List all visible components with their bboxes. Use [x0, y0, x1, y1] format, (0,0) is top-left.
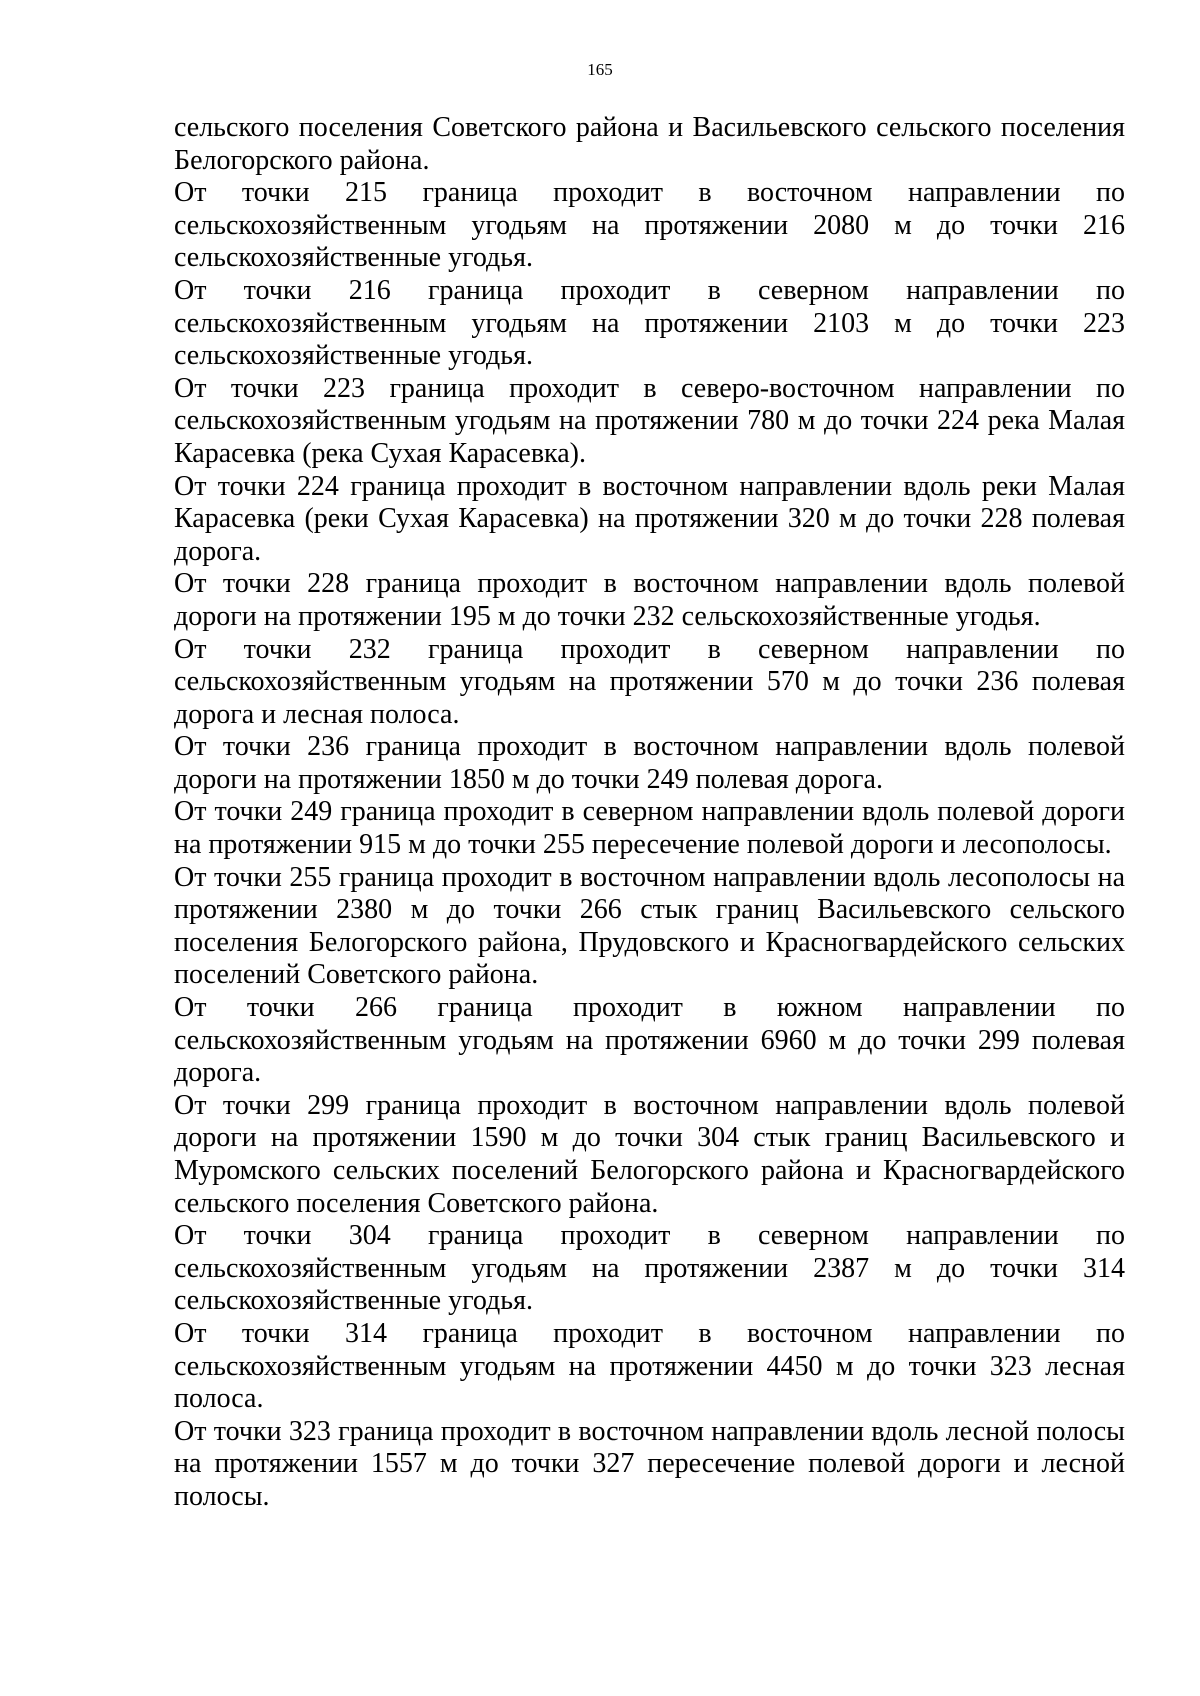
paragraph: От точки 236 граница проходит в восточном направлении вдоль полевой дороги на протяжении 1850 м до точки 249 полевая дорога. — [174, 731, 1125, 795]
paragraph: От точки 228 граница проходит в восточном направлении вдоль полевой дороги на протяжении 195 м до точки 232 сельскохозяйственные угодья. — [174, 568, 1125, 632]
paragraph: сельского поселения Советского района и Васильевского сельского поселения Белогорского района. — [174, 112, 1125, 176]
paragraph: От точки 215 граница проходит в восточном направлении по сельскохозяйственным угодьям на протяжении 2080 м до точки 216 сельскохозяйственные угодья. — [174, 177, 1125, 274]
paragraph: От точки 255 граница проходит в восточном направлении вдоль лесополосы на протяжении 2380 м до точки 266 стык границ Васильевского сельского поселения Белогорского района, Прудовского и Красногвардейского сельских поселений Советского района. — [174, 861, 1125, 991]
page-number: 165 — [587, 60, 613, 79]
paragraph: От точки 223 граница проходит в северо-восточном направлении по сельскохозяйственным угодьям на протяжении 780 м до точки 224 река Малая Карасевка (река Сухая Карасевка). — [174, 372, 1125, 469]
paragraph: От точки 249 граница проходит в северном направлении вдоль полевой дороги на протяжении 915 м до точки 255 пересечение полевой дороги и лесополосы. — [174, 796, 1125, 861]
document-body — [174, 112, 1125, 1514]
paragraph: От точки 224 граница проходит в восточном направлении вдоль реки Малая Карасевка (реки Сухая Карасевка) на протяжении 320 м до точки 228 полевая дорога. — [174, 470, 1125, 567]
paragraph: От точки 323 граница проходит в восточном направлении вдоль лесной полосы на протяжении 1557 м до точки 327 пересечение полевой дороги и лесной полосы. — [174, 1415, 1125, 1512]
paragraph: От точки 266 граница проходит в южном направлении по сельскохозяйственным угодьям на протяжении 6960 м до точки 299 полевая дорога. — [174, 992, 1125, 1089]
paragraph: От точки 232 граница проходит в северном направлении по сельскохозяйственным угодьям на протяжении 570 м до точки 236 полевая дорога и лесная полоса. — [174, 633, 1125, 730]
paragraph: От точки 299 граница проходит в восточном направлении вдоль полевой дороги на протяжении 1590 м до точки 304 стык границ Васильевского и Муромского сельских поселений Белогорского района и Красногвардейского сельского поселения Советского района. — [174, 1089, 1125, 1219]
paragraph: От точки 216 граница проходит в северном направлении по сельскохозяйственным угодьям на протяжении 2103 м до точки 223 сельскохозяйственные угодья. — [174, 274, 1125, 372]
paragraph: От точки 304 граница проходит в северном направлении по сельскохозяйственным угодьям на протяжении 2387 м до точки 314 сельскохозяйственные угодья. — [174, 1220, 1125, 1317]
paragraph: От точки 314 граница проходит в восточном направлении по сельскохозяйственным угодьям на протяжении 4450 м до точки 323 лесная полоса. — [174, 1317, 1125, 1415]
